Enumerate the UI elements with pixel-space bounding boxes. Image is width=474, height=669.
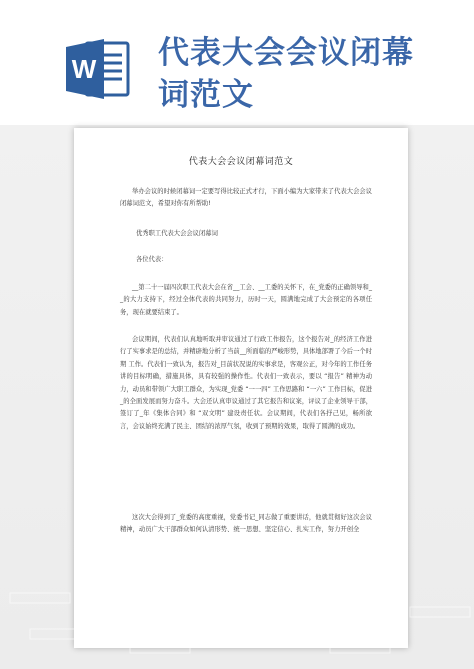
document-page <box>74 128 408 648</box>
page-title-line-2: 词范文 <box>158 77 254 113</box>
document-title: 代表大会会议闭幕词范文 <box>188 157 294 167</box>
paragraph-meeting-review: 会议期间，代表们认真地听取并审议通过了行政工作报告，这个报告对_的经济工作进行了实事求是的总结，并精辟地分析了当前__所面临的严峻形势，具体地部署了今后一个时期 工作。代表们一致认为，报告对_目前状况说的实事求是，客观公正，对今年的工作任务讲的目标明确，措施具体，具有较强的操作性。代表们一致表示，要以 “报告” 精神为动力，动员和带领广大职工群众，为实现_党委 “一一四” 工作思路和 “一六” 工作目标，促进_的全面发展而努力奋斗。大会还认真审议通过了其它报告和议案，评议了企业领导干部，签订了_年《集体合同》和 “双文明” 建设责任状。会议期间，代表们各抒己见，畅所欲言，会议始终充满了民主、团结的浓厚气氛，收到了预期的效果，取得了圆满的成功。 <box>120 336 372 430</box>
paragraph-heading: 优秀职工代表大会会议闭幕词 <box>136 230 218 237</box>
word-document-icon <box>62 33 134 105</box>
watermark <box>0 585 474 669</box>
page-title <box>158 32 468 116</box>
paragraph-opening: __第二十一届四次职工代表大会在省__工会、__工委的关怀下，在_党委的正确领导和__的大力支持下，经过全体代表的共同努力，历时一天，圆满地完成了大会预定的各项任务，现在就要结束了。 <box>120 284 372 316</box>
word-icon-letter: W <box>71 54 97 84</box>
paragraph-closing: 这次大会得到了_党委的高度重视，党委书记_同志做了重要讲话，他就贯彻好这次会议精神，动员广大干部群众如何认清形势、统一思想、坚定信心、扎实工作，努力开创全 <box>120 514 372 534</box>
header <box>0 0 474 125</box>
page-title-line-1: 代表大会会议闭幕 <box>158 35 414 71</box>
paragraph-salutation: 各位代表： <box>136 256 168 263</box>
paragraph-intro: 举办会议的时候闭幕词一定要写得比较正式才行，下面小编为大家带来了代表大会会议闭幕词范文，希望对你有所帮助! <box>120 188 372 208</box>
watermark-pattern <box>0 585 474 669</box>
